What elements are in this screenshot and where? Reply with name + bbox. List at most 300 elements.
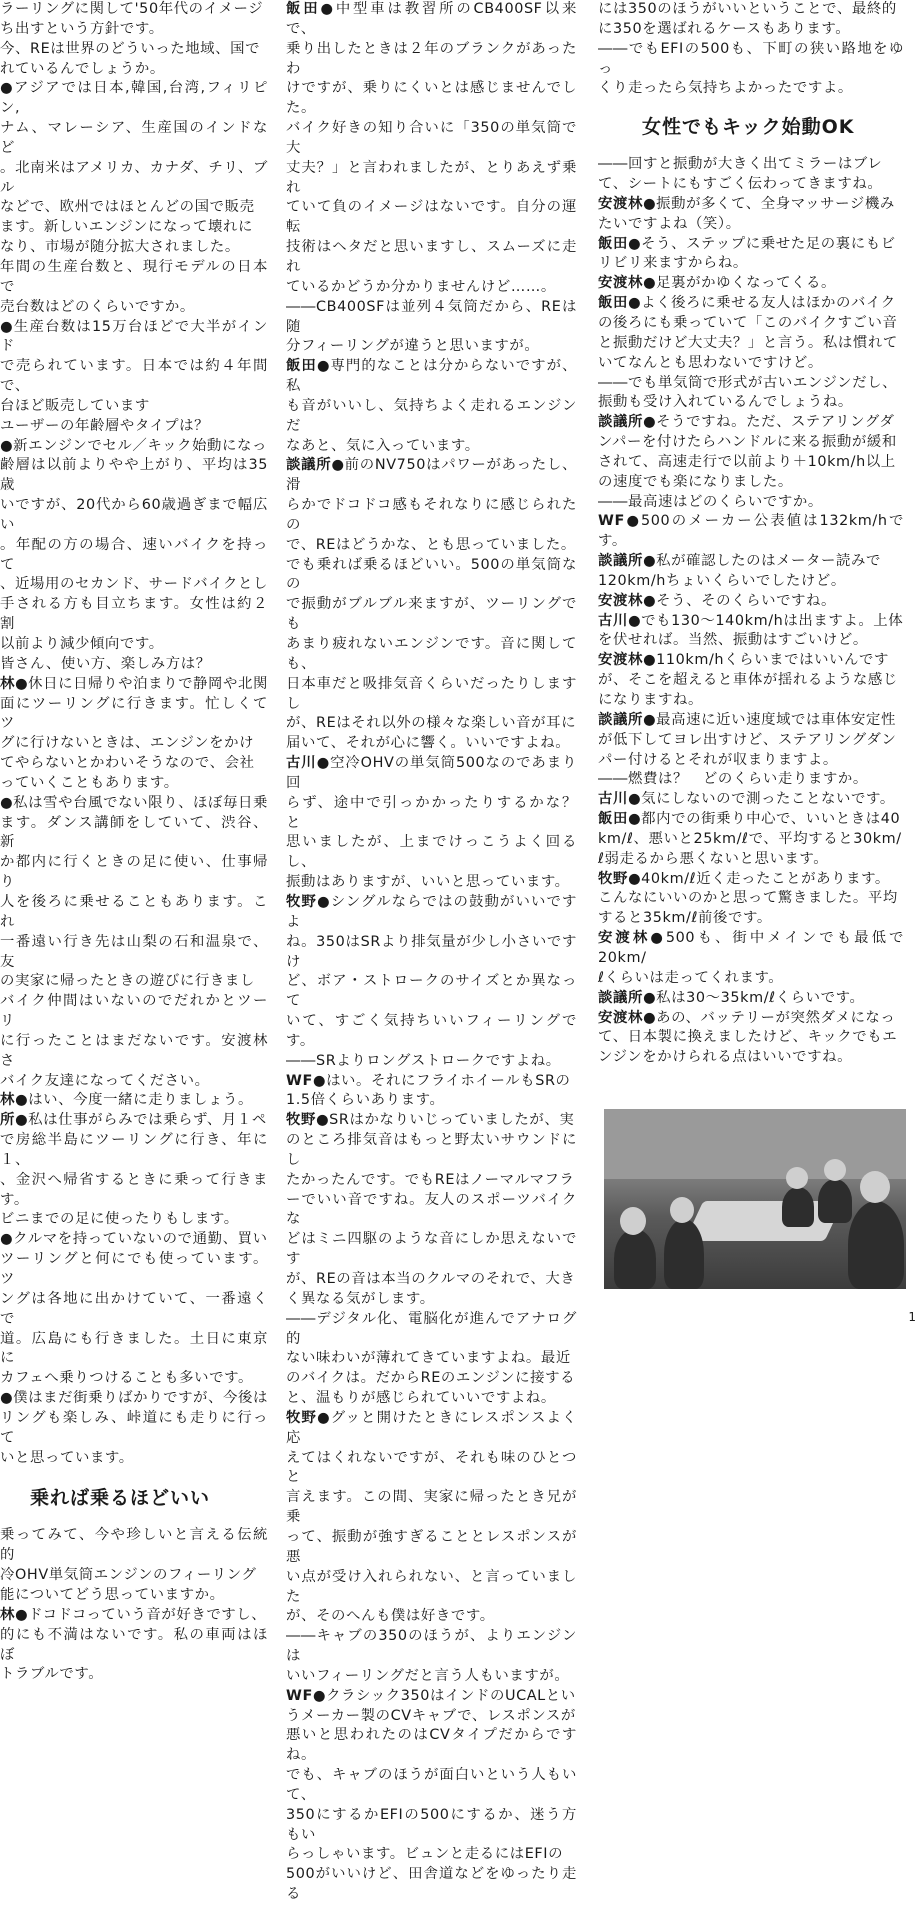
speaker-label: 談議所● [598, 711, 657, 728]
text-line [0, 198, 268, 218]
speaker-label: ● [0, 80, 15, 97]
line-text: シングルならではの鼓動がいいですよ [286, 893, 577, 930]
line-text: トラブルです。 [0, 1666, 104, 1683]
line-text: グに行けないときは、エンジンをかけ [0, 735, 255, 752]
text-line [286, 1766, 577, 1806]
line-text: ビニまでの足に使ったりもします。 [0, 1211, 239, 1228]
text-line [0, 814, 268, 854]
text-line [598, 79, 904, 99]
text-line [0, 0, 268, 20]
text-line [598, 473, 904, 493]
text-line [286, 496, 577, 536]
line-text: アジアでは日本,韓国,台湾,フィリピン, [0, 80, 268, 117]
text-line [286, 933, 577, 973]
line-text: いと思っています。 [0, 1449, 134, 1466]
text-line [286, 159, 577, 199]
photo-person [782, 1187, 814, 1227]
text-line [286, 397, 577, 437]
col3-block2 [598, 155, 904, 1068]
line-text: ンジンをかけられる点はいいですね。 [598, 1049, 853, 1066]
text-line [286, 1806, 577, 1846]
line-text: でも、キャブのほうが面白いという人もいて、 [286, 1767, 577, 1803]
line-text: 振動はありますが、いいと思っています。 [286, 874, 570, 891]
photo-head [670, 1197, 694, 1223]
line-text: くり走ったら気持ちよかったですよ。 [598, 80, 853, 97]
line-text: で、REはどうかな、とも思っていました。 [286, 536, 576, 553]
line-text: になりますね。 [598, 692, 703, 708]
col1-block2 [0, 1526, 268, 1685]
line-text: で房総半島にツーリングに行き、年に１、 [0, 1132, 268, 1168]
line-text: 。年配の方の場合、速いバイクを持って [0, 536, 268, 573]
speaker-label: 安渡林● [598, 592, 657, 609]
text-line [0, 1330, 268, 1370]
text-line [0, 794, 268, 814]
text-line [286, 1191, 577, 1231]
text-line [0, 1250, 268, 1290]
line-text: 能についてどう思っていますか。 [0, 1586, 225, 1603]
col3-block1 [598, 0, 904, 99]
line-text: 120km/hちょいくらいでしたけど。 [598, 572, 846, 589]
text-line [598, 294, 904, 314]
column-2 [286, 0, 592, 1905]
line-text: 前のNV750はパワーがあったし、滑 [286, 457, 577, 494]
line-text: リングも楽しみ、峠道にも走りに行って [0, 1409, 268, 1446]
text-line [0, 1171, 268, 1211]
line-text: に行ったことはまだないです。安渡林さ [0, 1032, 268, 1069]
text-line [598, 691, 904, 711]
text-line [0, 437, 268, 457]
line-text: バイク友達になってください。 [0, 1072, 210, 1089]
line-text: 私が確認したのはメーター読みで [656, 553, 882, 570]
line-text: を伏せれば。当然、振動はすごいけど。 [598, 632, 868, 649]
text-line [598, 40, 904, 80]
line-text: い点が受け入れられない、と言っていました [286, 1568, 577, 1605]
line-text: 生産台数は15万台ほどで大半がインド [0, 318, 268, 355]
text-line [598, 155, 904, 175]
line-text: たかったんです。でもREはノーマルマフラ [286, 1171, 575, 1188]
line-text: ℓ弱走るから悪くないと思います。 [598, 850, 829, 867]
text-line [286, 1349, 577, 1369]
line-text: クルマを持っていないので通勤、買い [13, 1231, 268, 1248]
text-line [598, 1048, 904, 1068]
text-line [0, 60, 268, 80]
line-text: いて、すごく気持ちいいフィーリングです。 [286, 1013, 577, 1049]
line-text: に350を選ばれるケースもあります。 [598, 20, 851, 37]
text-line [598, 850, 904, 870]
line-text: が、そこを超えると車体が揺れるような感じ [598, 672, 898, 689]
text-line [598, 711, 904, 731]
text-line [0, 734, 268, 754]
text-line [0, 79, 268, 119]
speaker-label: 飯田● [286, 1, 336, 17]
line-text: 350にするかEFIの500にするか、迷う方もい [286, 1806, 577, 1843]
text-line [598, 393, 904, 413]
photo-head [860, 1171, 890, 1203]
line-text: 500も、街中メインでも最低で20km/ [598, 930, 904, 966]
line-text: ――最高速はどのくらいですか。 [598, 493, 823, 510]
text-line [598, 651, 904, 671]
text-line [0, 1389, 268, 1409]
line-text: 技術はヘタだと思いますし、スムーズに走れ [286, 239, 577, 275]
line-text: っていくこともあります。 [0, 774, 179, 791]
speaker-label: 林● [0, 675, 29, 692]
text-line [286, 1449, 577, 1489]
text-line [286, 1131, 577, 1171]
text-line [0, 1606, 268, 1626]
line-text: 丈夫？」と言われましたが、とりあえず乗れ [286, 159, 577, 196]
line-text: れているんでしょうか。 [0, 60, 165, 77]
text-line [0, 1131, 268, 1171]
text-line [286, 1528, 577, 1568]
line-text: そうですね。ただ、ステアリングダ [656, 414, 895, 431]
line-text: 専門的なことは分からないですが、私 [286, 358, 578, 395]
line-text: ――燃費は？ どのくらい走りますか。 [598, 771, 868, 788]
text-line [0, 1586, 268, 1606]
text-line [286, 754, 577, 794]
line-text: らず、途中で引っかかったりするかな？ と [286, 794, 592, 831]
line-text: て、シートにもすごく伝わってきますね。 [598, 176, 883, 193]
text-line [598, 235, 904, 255]
text-line [0, 40, 268, 60]
line-text: パー付けるとそれが収まりますよ。 [598, 751, 838, 768]
line-text: えてはくれないですが、それも味のひとつと [286, 1449, 577, 1486]
line-text: ます。ダンス講師をしていて、渋谷、新 [0, 814, 268, 851]
text-line [0, 1091, 268, 1111]
line-text: 最高速に近い速度域では車体安定性 [656, 711, 896, 728]
text-line [0, 1566, 268, 1586]
text-line [0, 754, 268, 774]
line-text: ――SRよりロングストロークですよね。 [286, 1052, 561, 1069]
line-text: 新エンジンでセル／キック始動になっ [13, 437, 268, 454]
speaker-label: 古川● [286, 755, 331, 772]
text-line [598, 612, 904, 632]
text-line [286, 1488, 577, 1528]
text-line [286, 278, 577, 298]
line-text: ど、ボア・ストロークのサイズとか異なって [286, 973, 577, 1010]
text-line [286, 675, 577, 715]
photo-person [848, 1201, 904, 1289]
text-line [0, 456, 268, 496]
line-text: 空冷OHVの単気筒500なのであまり回 [286, 755, 577, 791]
line-text: 売台数はどのくらいですか。 [0, 298, 195, 315]
line-text: 年間の生産台数と、現行モデルの日本で [0, 258, 268, 295]
line-text: 分フィーリングが違うと思いますが。 [286, 338, 540, 355]
line-text: て、日本製に換えましたけど、キックでもエ [598, 1029, 898, 1046]
text-line [0, 417, 268, 437]
text-line [286, 298, 577, 338]
line-text: 言えます。この間、実家に帰ったとき兄が乗 [286, 1489, 577, 1526]
roundtable-photo [604, 1109, 906, 1289]
text-line [0, 1665, 268, 1685]
line-text: あの、バッテリーが突然ダメになっ [656, 1009, 896, 1026]
line-text: よく後ろに乗せる友人はほかのバイク [641, 295, 896, 312]
speaker-label: ● [0, 794, 14, 811]
text-line [286, 357, 577, 397]
speaker-label: 牧野● [286, 1409, 331, 1426]
text-line [0, 159, 268, 199]
line-text: 中型車は教習所のCB400SF以来で、 [286, 1, 577, 37]
line-text: いいフィーリングだと言う人もいますが。 [286, 1667, 570, 1684]
col1-block1 [0, 0, 268, 1468]
speaker-label: 飯田● [598, 235, 642, 252]
speaker-label: ● [0, 318, 14, 335]
text-line [598, 751, 904, 771]
line-text: く異なる気がします。 [286, 1290, 435, 1307]
text-line [286, 1845, 577, 1865]
line-text: 台ほど販売しています [0, 397, 150, 414]
line-text: 1.5倍くらいあります。 [286, 1092, 445, 1109]
line-text: 今、REは世界のどういった地域、国で [0, 40, 261, 57]
text-line [0, 119, 268, 159]
text-line [0, 595, 268, 635]
text-line [0, 1072, 268, 1092]
text-line [286, 437, 577, 457]
line-text: ンパーを付けたらハンドルに来る振動が緩和 [598, 434, 897, 451]
text-line [0, 1369, 268, 1389]
text-line [286, 1667, 577, 1687]
text-line [598, 592, 904, 612]
text-line [0, 695, 268, 735]
text-line [286, 1270, 577, 1290]
line-text: 私は仕事がらみでは乗らず、月１ペ [28, 1112, 267, 1129]
text-line [0, 1409, 268, 1449]
text-line [286, 1230, 577, 1270]
text-line [286, 556, 577, 596]
page-number: 1 [908, 1310, 916, 1324]
line-text: 、金沢へ帰省するときに乗って行きます。 [0, 1171, 268, 1208]
text-line [598, 1028, 904, 1048]
speaker-label: ● [0, 1390, 14, 1407]
text-line [598, 989, 904, 1009]
line-text: ――CB400SFは並列４気筒だから、REは随 [286, 298, 577, 335]
line-text: 僕はまだ街乗りばかりですが、今後は [13, 1390, 269, 1407]
photo-person [664, 1219, 704, 1289]
line-text: 面にツーリングに行きます。忙しくてツ [0, 695, 268, 732]
text-line [598, 314, 904, 334]
line-text: ――キャブの350のほうが、よりエンジンは [286, 1628, 577, 1665]
speaker-label: 所● [0, 1112, 29, 1129]
line-text: いですが、20代から60歳過ぎまで幅広い [0, 497, 268, 533]
text-line [598, 195, 904, 215]
line-text: 足裏がかゆくなってくる。 [656, 275, 837, 292]
text-line [286, 1607, 577, 1627]
text-line [286, 1052, 577, 1072]
text-line [286, 714, 577, 734]
text-line [0, 992, 268, 1032]
speaker-label: 古川● [598, 791, 642, 808]
text-line [0, 635, 268, 655]
text-line [286, 1290, 577, 1310]
line-text: 一番遠い行き先は山梨の石和温泉で、友 [0, 933, 268, 970]
text-line [598, 175, 904, 195]
line-text: ナム、マレーシア、生産国のインドなど [0, 120, 268, 156]
line-text: そう、そのくらいですね。 [656, 592, 837, 609]
photo-wall [604, 1109, 906, 1179]
line-text: SRはかなりいじっていましたが、実 [329, 1112, 575, 1129]
text-line [286, 1111, 577, 1131]
line-text: 私は30～35km/ℓくらいです。 [656, 989, 865, 1006]
text-line [286, 1627, 577, 1667]
line-text: 40km/ℓ近く走ったことがあります。 [641, 870, 890, 887]
speaker-label: 談議所● [598, 414, 657, 431]
line-text: で売られています。日本では約４年間で、 [0, 358, 268, 395]
speaker-label: 飯田● [598, 811, 642, 828]
text-line [0, 20, 268, 40]
line-text: ユーザーの年齢層やタイプは？ [0, 417, 210, 434]
text-line [598, 493, 904, 513]
line-text: けですが、乗りにくいとは感じませんでした。 [286, 80, 577, 117]
line-text: カフェへ乗りつけることも多いです。 [0, 1370, 253, 1387]
line-text: 乗り出したときは２年のブランクがあったわ [286, 40, 577, 77]
text-line [598, 572, 904, 592]
text-line [286, 1369, 577, 1389]
line-text: ――回すと振動が大きく出てミラーはブレ [598, 156, 883, 173]
line-text: が低下してヨレ出すけど、ステアリングダン [598, 731, 897, 748]
text-line [598, 433, 904, 453]
text-line [0, 1526, 268, 1566]
text-line [286, 893, 577, 933]
line-text: ――でも単気筒で形式が古いエンジンだし、 [598, 374, 898, 391]
line-text: はい、今度一緒に走りましょう。 [28, 1092, 254, 1109]
line-text: すると35km/ℓ前後です。 [598, 910, 772, 927]
line-text: 休日に日帰りや泊まりで静岡や北関 [28, 675, 269, 692]
line-text: グッと開けたときにレスポンスよく応 [286, 1409, 577, 1446]
text-line [0, 238, 268, 258]
text-line [598, 810, 904, 830]
text-line [286, 1072, 577, 1092]
text-line [0, 1290, 268, 1330]
line-text: なり、市場が随分拡大されました。 [0, 239, 240, 256]
text-line [0, 675, 268, 695]
line-text: 的にも不満はないです。私の車両はほぼ [0, 1626, 268, 1663]
text-line [598, 870, 904, 890]
text-line [0, 1449, 268, 1469]
text-line [286, 536, 577, 556]
text-line [286, 40, 577, 80]
line-text: 。北南米はアメリカ、カナダ、チリ、ブル [0, 159, 268, 196]
text-line [598, 889, 904, 909]
line-text: どはミニ四駆のような音にしか思えないです [286, 1231, 577, 1268]
text-line [286, 337, 577, 357]
line-text: の後ろにも乗っていて「このバイクすごい音 [598, 314, 898, 331]
text-line [286, 794, 592, 834]
text-line [286, 1726, 577, 1766]
speaker-label: 談議所● [598, 553, 657, 570]
text-line [598, 731, 904, 751]
text-line [286, 873, 577, 893]
line-text: が、そのへんも僕は好きです。 [286, 1608, 495, 1625]
text-line [598, 671, 904, 691]
text-line [598, 631, 904, 651]
line-text: と、温もりが感じられていいですよね。 [286, 1390, 556, 1407]
text-line [598, 552, 904, 572]
line-text: ――でもEFIの500も、下町の狭い路地をゆっ [598, 40, 904, 77]
line-text: 気にしないので測ったことないです。 [641, 791, 895, 808]
line-text: ングは各地に出かけていて、一番遠くで [0, 1290, 268, 1327]
line-text: ね。350はSRより排気量が少し小さいですけ [286, 933, 577, 970]
line-text: 振動も受け入れているんでしょうね。 [598, 394, 853, 411]
speaker-label: 牧野● [286, 893, 331, 910]
text-line [598, 215, 904, 235]
text-line [598, 929, 904, 969]
photo-person [614, 1229, 656, 1289]
line-text: 110km/hくらいまではいいんです [656, 652, 890, 669]
column-3 [598, 0, 904, 1068]
col2-block1 [286, 0, 592, 1905]
text-line [598, 254, 904, 274]
text-line [286, 238, 577, 278]
text-line [0, 1032, 268, 1072]
line-text: てやらないとかわいそうなので、会社 [0, 755, 255, 772]
line-text: 手される方も目立ちます。女性は約２割 [0, 596, 268, 633]
line-text: バイク仲間はいないのでだれかとツーリ [0, 993, 268, 1030]
text-line [598, 969, 904, 989]
speaker-label: 林● [0, 1606, 29, 1623]
line-text: 乗ってみて、今や珍しいと言える伝統的 [0, 1527, 268, 1564]
line-text: 振動が多くて、全身マッサージ機み [656, 195, 895, 212]
line-text: で振動がブルブル来ますが、ツーリングでも [286, 596, 577, 633]
line-text: たいですよね（笑）。 [598, 215, 741, 232]
line-text: ドコドコっていう音が好きですし、 [28, 1606, 267, 1623]
line-text: などで、欧州ではほとんどの国で販売 [0, 199, 255, 216]
line-text: でも乗れば乗るほどいい。500の単気筒なの [286, 556, 577, 593]
line-text: バイク好きの知り合いに「350の単気筒で大 [286, 120, 577, 156]
photo-head [620, 1207, 646, 1235]
line-text: 届いて、それが心に響く。いいですよね。 [286, 735, 571, 752]
line-text: ているかどうか分かりませんけど……。 [286, 278, 556, 295]
line-text: 齢層は以前よりやや上がり、平均は35歳 [0, 457, 268, 494]
text-line [286, 456, 577, 496]
line-text: には350のほうがいいということで、最終的 [598, 1, 897, 17]
text-line [0, 774, 268, 794]
line-text: の実家に帰ったときの遊びに行きまし [0, 973, 255, 990]
text-line [598, 374, 904, 394]
line-text: ――デジタル化、電脳化が進んでアナログ的 [286, 1310, 577, 1347]
text-line [0, 575, 268, 595]
line-text: こんなにいいのかと思って驚きました。平均 [598, 890, 898, 907]
line-text: km/ℓ、悪いと25km/ℓで、平均すると30km/ [598, 830, 902, 847]
speaker-label: 談議所● [286, 457, 345, 474]
text-line [286, 1687, 577, 1707]
text-line [0, 218, 268, 238]
line-text: でも130～140km/hは出ますよ。上体 [641, 612, 904, 629]
line-text: はい。それにフライホイールもSRの [326, 1072, 571, 1089]
speaker-label: 安渡林● [598, 930, 666, 947]
text-line [0, 893, 268, 933]
line-text: なあと、気に入っています。 [286, 437, 480, 454]
text-line [0, 496, 268, 536]
section-heading-kick-start: 女性でもキック始動OK [642, 116, 855, 139]
speaker-label: ● [0, 437, 14, 454]
text-line [286, 833, 577, 873]
text-line [286, 119, 577, 159]
line-text: 日本車だと吸排気音くらいだったりしますし [286, 675, 577, 712]
speaker-label: 安渡林● [598, 275, 657, 292]
line-text: クラシック350はインドのUCALとい [326, 1687, 576, 1704]
text-line [598, 20, 904, 40]
line-text: の速度でも楽になりました。 [598, 473, 793, 490]
line-text: 皆さん、使い方、楽しみ方は？ [0, 655, 211, 672]
text-line [0, 1111, 268, 1131]
line-text: ち出すという方針です。 [0, 20, 164, 37]
line-text: ツーリングと何にでも使っています。ツ [0, 1251, 268, 1287]
text-line [598, 512, 904, 552]
speaker-label: 牧野● [598, 870, 642, 887]
line-text: 、近場用のセカンド、サードバイクとし [0, 576, 268, 593]
line-text: ラーリングに関して'50年代のイメージ [0, 1, 264, 17]
line-text: そう、ステップに乗せた足の裏にもビ [641, 235, 896, 252]
text-line [286, 1568, 577, 1608]
